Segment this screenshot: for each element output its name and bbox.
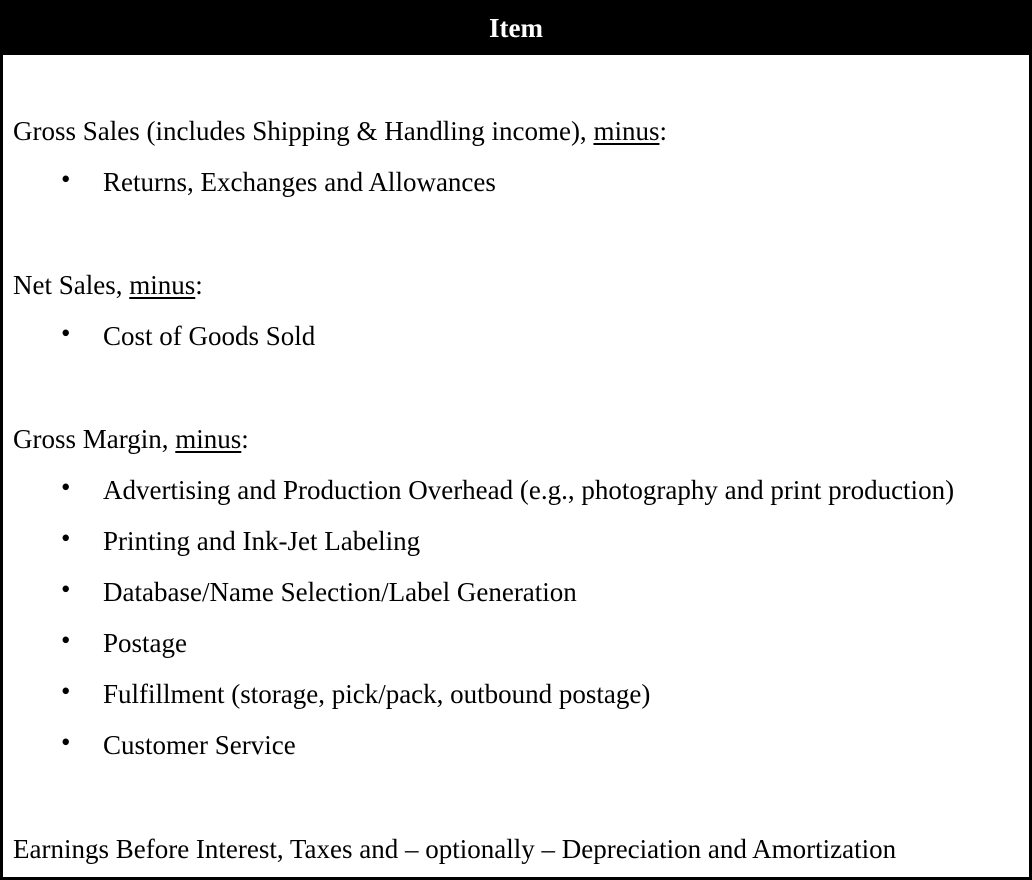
colon: :: [195, 270, 203, 300]
bullet-icon: •: [61, 676, 71, 706]
gross-margin-label: Gross Margin,: [13, 424, 176, 454]
table-body-cell: [3, 55, 1029, 877]
bullet-icon: •: [61, 472, 71, 502]
gross-sales-line: [13, 115, 667, 147]
bullet-icon: •: [61, 164, 71, 194]
list-item: Postage: [103, 628, 187, 658]
minus-word: minus: [593, 116, 660, 146]
minus-word: minus: [175, 424, 242, 454]
bullet-icon: •: [61, 523, 71, 553]
ebitda-line: Earnings Before Interest, Taxes and – optionally – Depreciation and Amortization: [13, 834, 897, 864]
list-item: Advertising and Production Overhead (e.g., photography and print production): [103, 475, 955, 505]
bullet-icon: •: [61, 574, 71, 604]
net-sales-line: [13, 269, 203, 301]
list-item: Fulfillment (storage, pick/pack, outbound postage): [103, 679, 651, 709]
list-item: Returns, Exchanges and Allowances: [103, 167, 496, 197]
bullet-icon: •: [61, 318, 71, 348]
net-sales-label: Net Sales,: [13, 270, 130, 300]
colon: :: [241, 424, 249, 454]
bullet-icon: •: [61, 625, 71, 655]
gross-sales-label: Gross Sales (includes Shipping & Handling income),: [13, 116, 594, 146]
table-header: Item: [3, 3, 1029, 55]
list-item: Cost of Goods Sold: [103, 321, 316, 351]
list-item: Customer Service: [103, 730, 296, 760]
list-item: Printing and Ink-Jet Labeling: [103, 526, 421, 556]
gross-margin-line: [13, 423, 249, 455]
list-item: Database/Name Selection/Label Generation: [103, 577, 577, 607]
bullet-icon: •: [61, 727, 71, 757]
minus-word: minus: [129, 270, 196, 300]
colon: :: [659, 116, 667, 146]
